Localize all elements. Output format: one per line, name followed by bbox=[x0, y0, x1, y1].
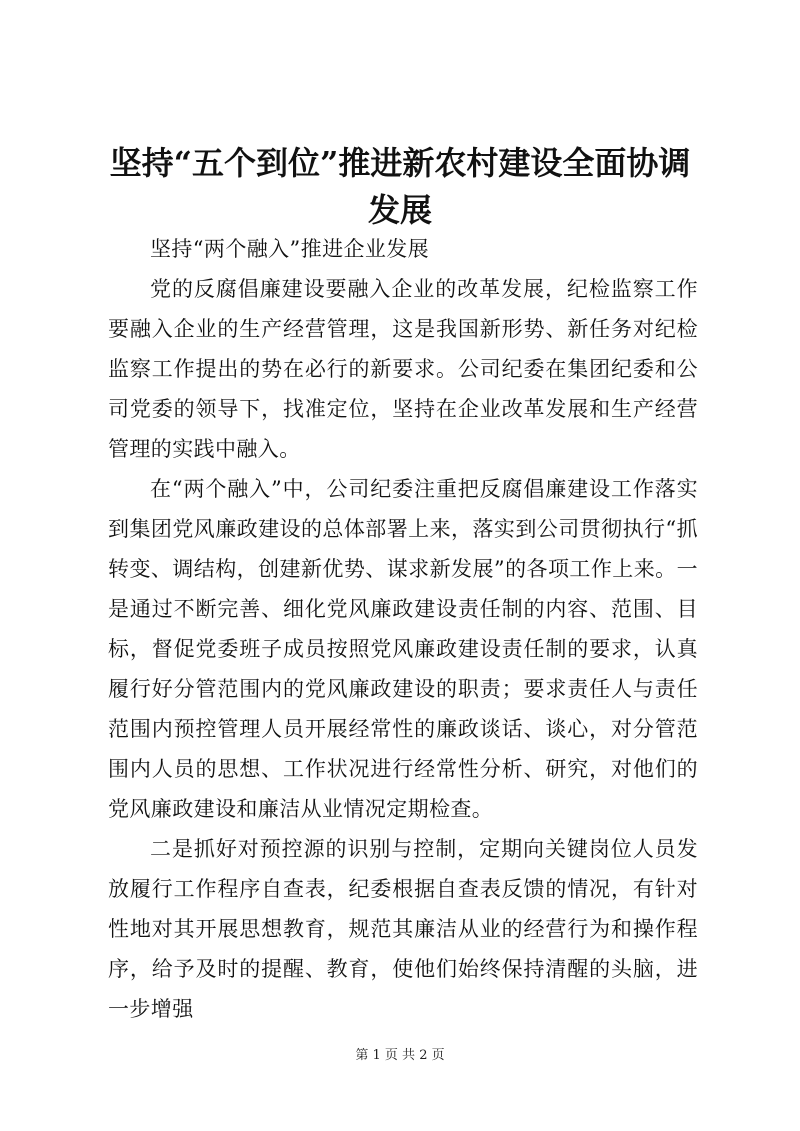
body-paragraph-1: 党的反腐倡廉建设要融入企业的改革发展，纪检监察工作要融入企业的生产经营管理，这是我国新形势、新任务对纪检监察工作提出的势在必行的新要求。公司纪委在集团纪委和公司党委的领导下，找准定位，坚持在企业改革发展和生产经营管理的实践中融入。 bbox=[108, 277, 698, 461]
document-title: 坚持“五个到位”推进新农村建设全面协调发展 bbox=[109, 144, 691, 229]
body-paragraph-3: 二是抓好对预控源的识别与控制，定期向关键岗位人员发放履行工作程序自查表，纪委根据自查表反馈的情况，有针对性地对其开展思想教育，规范其廉洁从业的经营行为和操作程序，给予及时的提醒、教育，使他们始终保持清醒的头脑，进一步增强 bbox=[108, 837, 698, 1021]
page-footer: 第 1 页 共 2 页 bbox=[355, 1048, 445, 1063]
body-paragraph-2: 在“两个融入”中，公司纪委注重把反腐倡廉建设工作落实到集团党风廉政建设的总体部署上来，落实到公司贯彻执行“抓转变、调结构，创建新优势、谋求新发展”的各项工作上来。一是通过不断完善、细化党风廉政建设责任制的内容、范围、目标，督促党委班子成员按照党风廉政建设责任制的要求，认真履行好分管范围内的党风廉政建设的职责；要求责任人与责任范围内预控管理人员开展经常性的廉政谈话、谈心，对分管范围内人员的思想、工作状况进行经常性分析、研究，对他们的党风廉政建设和廉洁从业情况定期检查。 bbox=[108, 477, 698, 821]
document-body bbox=[108, 229, 698, 1029]
subtitle-paragraph: 坚持“两个融入”推进企业发展 bbox=[150, 237, 430, 261]
